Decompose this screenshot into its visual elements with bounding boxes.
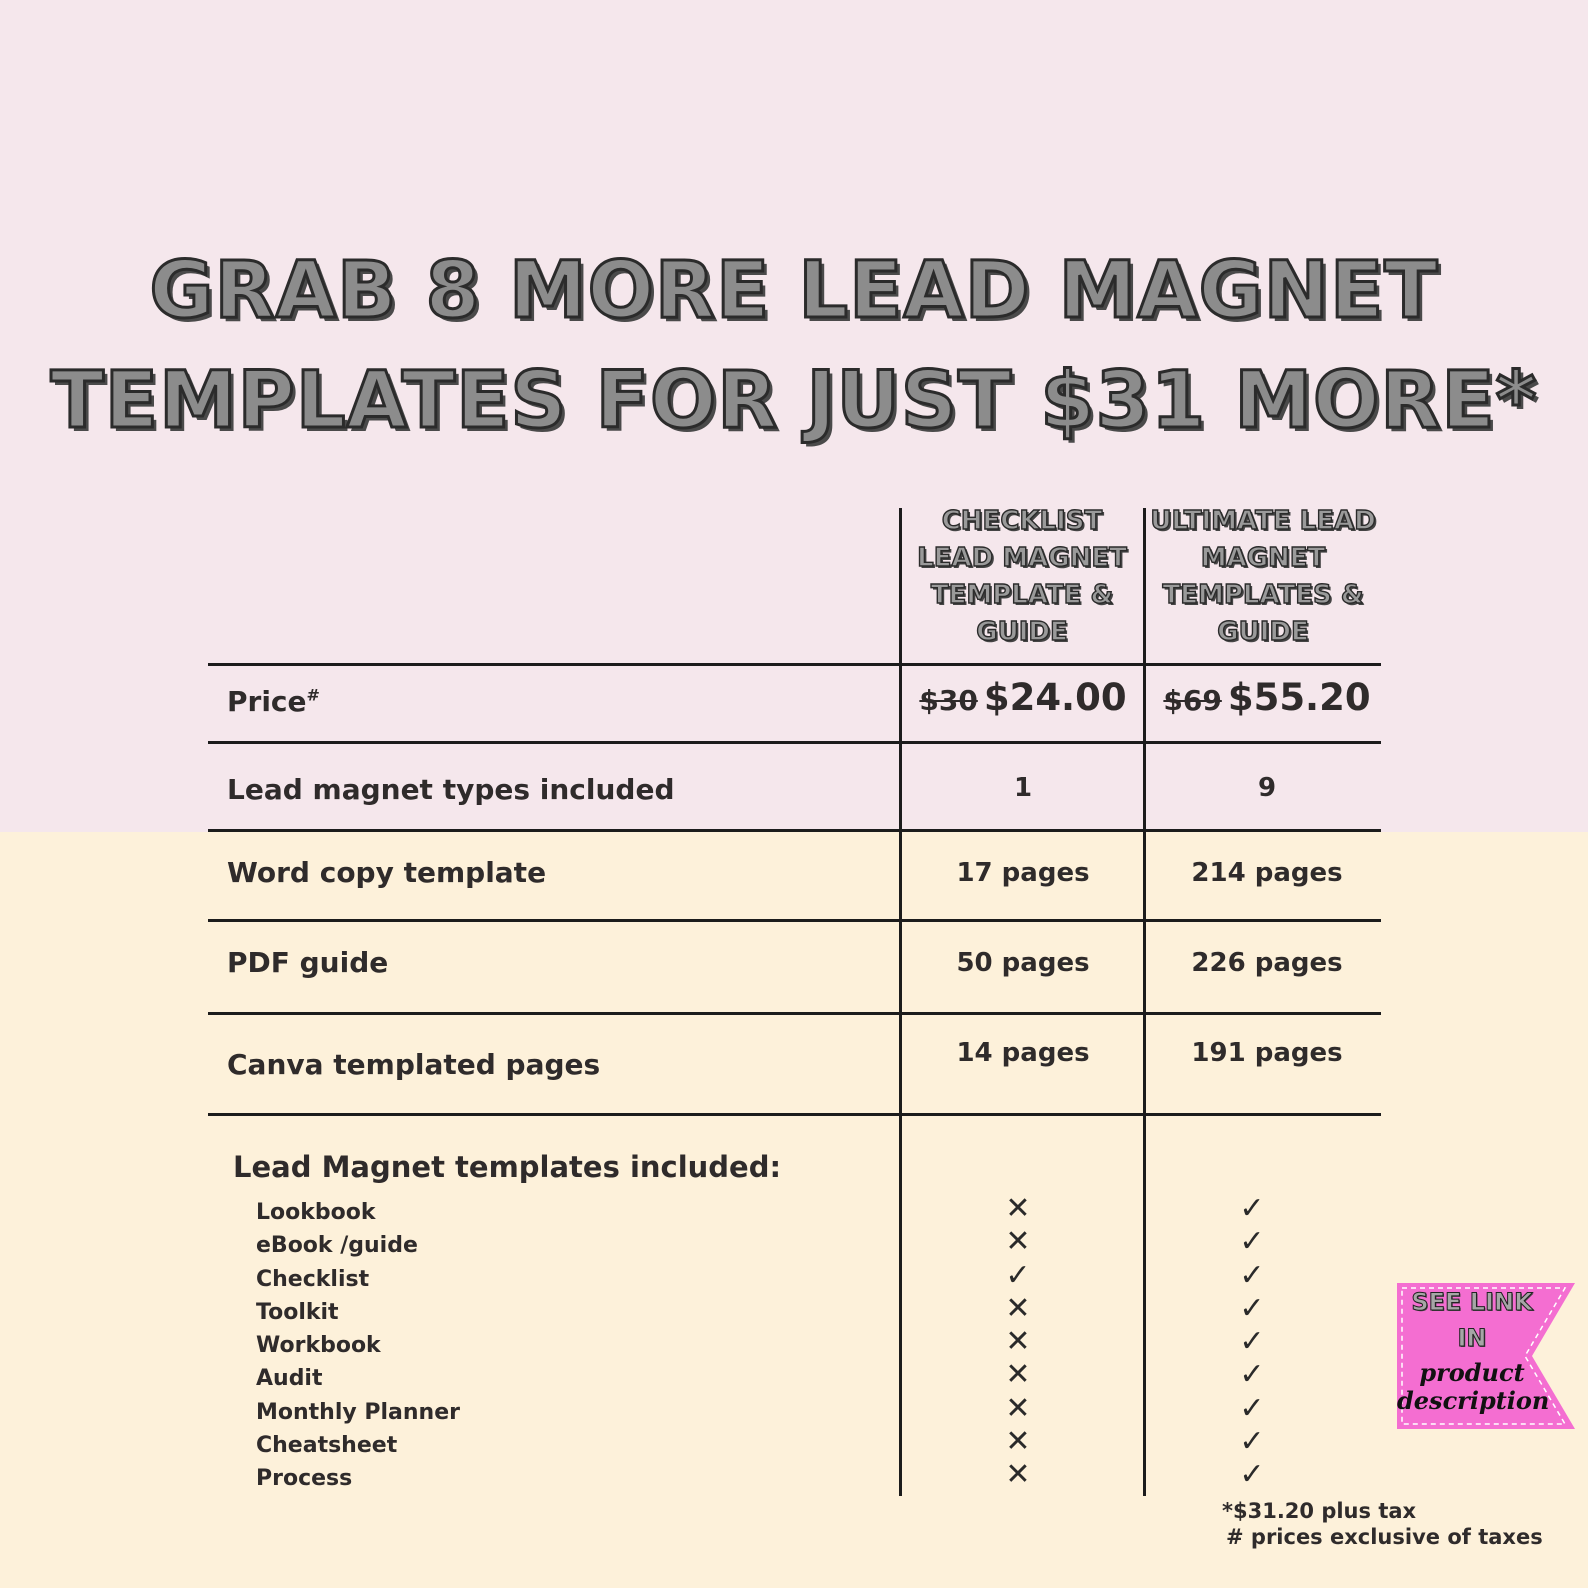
list-item: Process: [256, 1466, 353, 1492]
canva-ultimate: 191 pages: [1191, 1038, 1343, 1068]
cross-icon: ✕: [1005, 1357, 1031, 1393]
list-item: Monthly Planner: [256, 1399, 460, 1425]
price-footnote-marker: #: [306, 685, 320, 705]
headline-line-2: TEMPLATES FOR JUST $31 MORE*: [50, 356, 1538, 446]
check-icon: ✓: [1239, 1224, 1265, 1260]
check-icon: ✓: [1239, 1191, 1265, 1226]
cross-icon: ✕: [1005, 1390, 1031, 1426]
old-price: $69: [1163, 684, 1222, 717]
cross-icon: ✕: [1005, 1290, 1031, 1326]
list-item: Lookbook: [256, 1200, 376, 1225]
cross-icon: ✕: [1005, 1324, 1031, 1360]
pdf-checklist: 50 pages: [956, 948, 1090, 978]
badge-line-2: IN: [1457, 1324, 1487, 1352]
badge-line-3: product: [1419, 1358, 1525, 1387]
pdf-label: PDF guide: [227, 946, 389, 979]
new-price: $55.20: [1227, 676, 1371, 719]
check-icon: ✓: [1239, 1457, 1265, 1493]
row-divider: [208, 1012, 1381, 1015]
row-divider: [208, 741, 1381, 744]
row-divider: [208, 663, 1381, 666]
cross-icon: ✕: [1005, 1224, 1031, 1260]
column-header-checklist: CHECKLIST LEAD MAGNET TEMPLATE & GUIDE: [917, 506, 1127, 647]
check-icon: ✓: [1239, 1357, 1265, 1393]
list-item: eBook /guide: [256, 1233, 418, 1259]
templates-heading: Lead Magnet templates included:: [233, 1150, 782, 1184]
old-price: $30: [919, 684, 978, 717]
list-item: Toolkit: [256, 1299, 339, 1325]
cross-icon: ✕: [1005, 1457, 1031, 1493]
types-label: Lead magnet types included: [227, 773, 675, 806]
list-item: Audit: [256, 1366, 323, 1392]
price-checklist: [901, 676, 1145, 719]
word-ultimate: 214 pages: [1191, 858, 1343, 888]
pdf-ultimate: 226 pages: [1191, 948, 1343, 978]
row-divider: [208, 1113, 1381, 1116]
footnote-prices: # prices exclusive of taxes: [1226, 1525, 1543, 1549]
badge-line-4: description: [1397, 1386, 1550, 1415]
footnote-tax: *$31.20 plus tax: [1222, 1499, 1417, 1523]
list-item: Cheatsheet: [256, 1433, 398, 1459]
check-icon: ✓: [1005, 1257, 1031, 1293]
list-item: Checklist: [256, 1266, 370, 1292]
row-divider: [208, 829, 1381, 832]
new-price: $24.00: [983, 676, 1127, 719]
check-icon: ✓: [1239, 1324, 1265, 1360]
check-icon: ✓: [1239, 1257, 1265, 1293]
column-header-ultimate: ULTIMATE LEAD MAGNET TEMPLATES & GUIDE: [1150, 506, 1376, 647]
check-icon: ✓: [1239, 1424, 1265, 1460]
canva-checklist: 14 pages: [956, 1038, 1090, 1068]
word-label: Word copy template: [227, 856, 547, 889]
badge-line-1: SEE LINK: [1411, 1288, 1533, 1316]
check-icon: ✓: [1239, 1290, 1265, 1326]
types-ultimate: 9: [1257, 773, 1277, 803]
price-label: Price#: [227, 685, 320, 718]
check-icon: ✓: [1239, 1390, 1265, 1426]
types-checklist: 1: [1013, 773, 1033, 803]
cross-icon: ✕: [1005, 1424, 1031, 1460]
checklist-marks: [988, 1192, 1048, 1492]
column-divider: [899, 508, 902, 1496]
cross-icon: ✕: [1005, 1191, 1031, 1226]
canva-label: Canva templated pages: [227, 1048, 601, 1081]
column-divider: [1143, 508, 1146, 1496]
price-ultimate: [1145, 676, 1389, 719]
row-divider: [208, 919, 1381, 922]
list-item: Workbook: [256, 1333, 381, 1359]
ultimate-marks: [1222, 1192, 1282, 1492]
headline-line-1: GRAB 8 MORE LEAD MAGNET: [149, 246, 1439, 336]
templates-list: [256, 1196, 460, 1496]
word-checklist: 17 pages: [956, 858, 1090, 888]
